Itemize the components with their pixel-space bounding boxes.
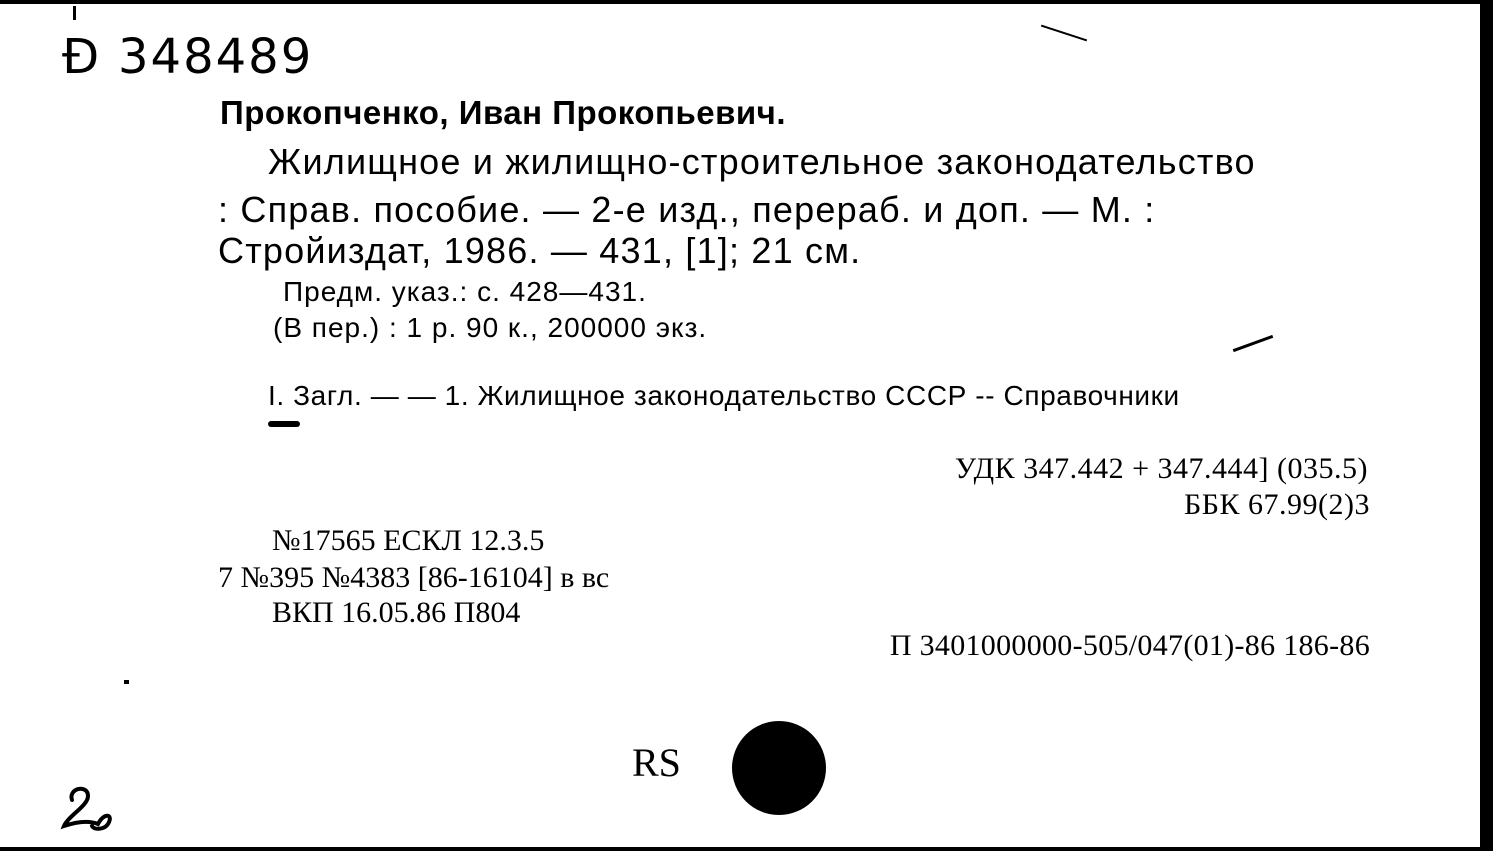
pencil-dash-mark [1233,335,1273,352]
margin-mark [73,6,76,20]
call-number-prefix: Ð [62,29,100,85]
black-dot-mark [732,721,826,815]
registration-line: ВКП 16.05.86 П804 [272,596,521,629]
pencil-dash-mark [1041,25,1087,42]
stamp-label: RS [632,740,681,785]
title-line: Стройиздат, 1986. — 431, [1]; 21 см. [218,230,862,271]
ink-speck [124,680,129,684]
handwritten-mark-icon [58,782,116,834]
price-note: (В пер.) : 1 р. 90 к., 200000 экз. [273,312,708,343]
subject-headings: I. Загл. — — 1. Жилищное законодательство СССР -- Справочники [268,380,1180,411]
title-line: Жилищное и жилищно-строительное законодательство [268,141,1256,182]
index-note: Предм. указ.: с. 428—431. [283,276,647,307]
call-number: 348489 [118,29,314,85]
udk-classification: УДК 347.442 + 347.444] (035.5) [954,452,1368,485]
bbk-classification: ББК 67.99(2)3 [1184,488,1370,521]
underline-mark [268,421,300,427]
publisher-code: П 3401000000-505/047(01)-86 186-86 [889,629,1370,662]
title-line: : Справ. пособие. — 2-е изд., перераб. и доп. — М. : [218,189,1156,230]
registration-line: №17565 ЕСКЛ 12.3.5 [272,524,545,557]
registration-line: 7 №395 №4383 [86-16104] в вс [218,561,610,594]
author-heading: Прокопченко, Иван Прокопьевич. [220,94,786,131]
